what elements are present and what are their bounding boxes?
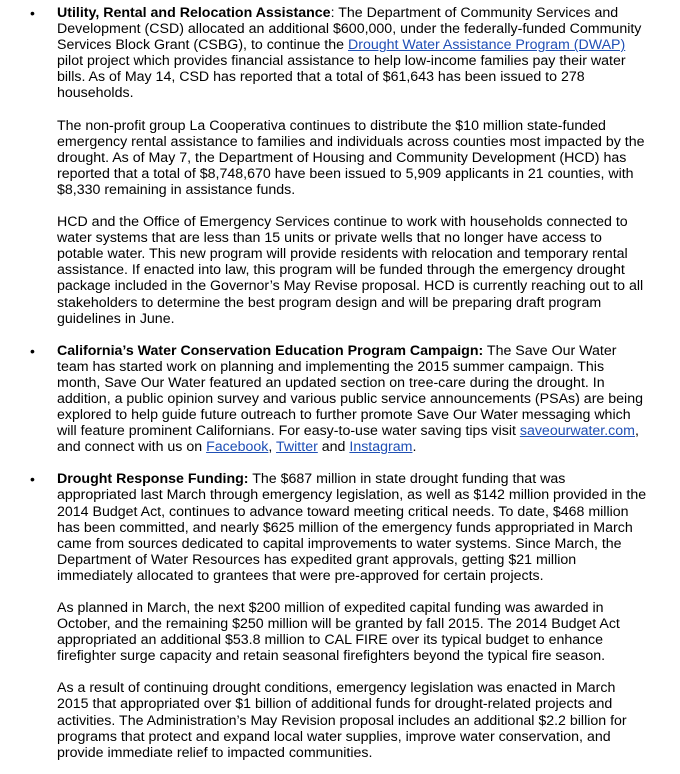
paragraph-text: . (412, 439, 417, 456)
paragraph-text: , and connect with us on (57, 423, 639, 456)
paragraph (57, 471, 647, 584)
paragraph-text: , (268, 439, 277, 456)
bullet-icon: • (30, 471, 35, 488)
bullet-icon: • (30, 5, 35, 21)
paragraph-text: : The Department of Community Services and Development (CSD) allocated an additional $600,000, under the federally-funded Community Services Block Grant (CSBG), to continue the (57, 5, 642, 54)
paragraph-text: The $687 million in state drought funding that was appropriated last March through emergency legislation, as well as $142 million provided in the 2014 Budget Act, continues to advance toward meeting critical needs. To date, $468 million has been committed, and nearly $625 million of the emergency funds appropriated in March came from sources dedicated to capital improvements to water systems. Since March, the Department of Water Resources has expedited grant approvals, getting $21 million immediately allocated to grantees that were pre-approved for certain projects. (57, 471, 647, 584)
facebook-link[interactable]: Facebook (206, 439, 269, 456)
bullet-icon: • (30, 342, 35, 359)
paragraph (57, 5, 647, 102)
paragraph: HCD and the Office of Emergency Services continue to work with households connected to water systems that are less than 15 units or private wells that no longer have access to potable water. This new program will provide residents with relocation and temporary rental assistance. If enacted into law, this program will be funded through the emergency drought package included in the Governor’s May Revise proposal. HCD is currently reaching out to all stakeholders to determine the best program design and will be preparing draft program guidelines in June. (57, 214, 644, 327)
list-item-drought-funding (0, 471, 647, 761)
saveourwater-link[interactable]: saveourwater.com (519, 423, 635, 440)
paragraph-text: pilot project which provides financial assistance to help low-income families pay their water bills. As of May 14, CSD has reported that a total of $61,643 has been issued to 278 households. (57, 53, 626, 102)
paragraph: As planned in March, the next $200 million of expedited capital funding was awarded in October, and the remaining $250 million will be granted by fall 2015. The 2014 Budget Act appropriated an additional $53.8 million to CAL FIRE over its typical budget to enhance firefighter surge capacity and retain seasonal firefighters beyond the typical fire season. (57, 600, 620, 665)
dwap-link[interactable]: Drought Water Assistance Program (DWAP) (347, 37, 626, 54)
paragraph (57, 343, 647, 456)
list-item-utility-assistance (0, 5, 647, 327)
instagram-link[interactable]: Instagram (349, 439, 413, 456)
item-heading: Drought Response Funding: (57, 471, 249, 488)
paragraph-text: The Save Our Water team has started work on planning and implementing the 2015 summer campaign. This month, Save Our Water featured an updated section on tree-care during the drought. In addition, a public opinion survey and various public service announcements (PSAs) are being explored to help guide future outreach to further promote Save Our Water messaging which will feature prominent Californians. For easy-to-use water saving tips visit (57, 342, 643, 440)
paragraph: As a result of continuing drought conditions, emergency legislation was enacted in March 2015 that appropriated over $1 billion of additional funds for drought-related projects and activities. The Administration’s May Revision proposal includes an additional $2.2 billion for programs that protect and expand local water supplies, improve water conservation, and provide immediate relief to impacted communities. (57, 680, 627, 761)
paragraph: The non-profit group La Cooperativa continues to distribute the $10 million state-funded emergency rental assistance to families and individuals across counties most impacted by the drought. As of May 7, the Department of Housing and Community Development (HCD) has reported that a total of $8,748,670 have been issued to 5,909 applicants in 21 counties, with $8,330 remaining in assistance funds. (57, 117, 645, 198)
twitter-link[interactable]: Twitter (276, 439, 318, 456)
list-item-conservation-campaign (0, 343, 647, 456)
item-heading: California’s Water Conservation Education Program Campaign: (57, 342, 484, 359)
item-heading: Utility, Rental and Relocation Assistance (57, 5, 331, 21)
paragraph-text: and (317, 439, 350, 456)
document-body (0, 5, 680, 761)
